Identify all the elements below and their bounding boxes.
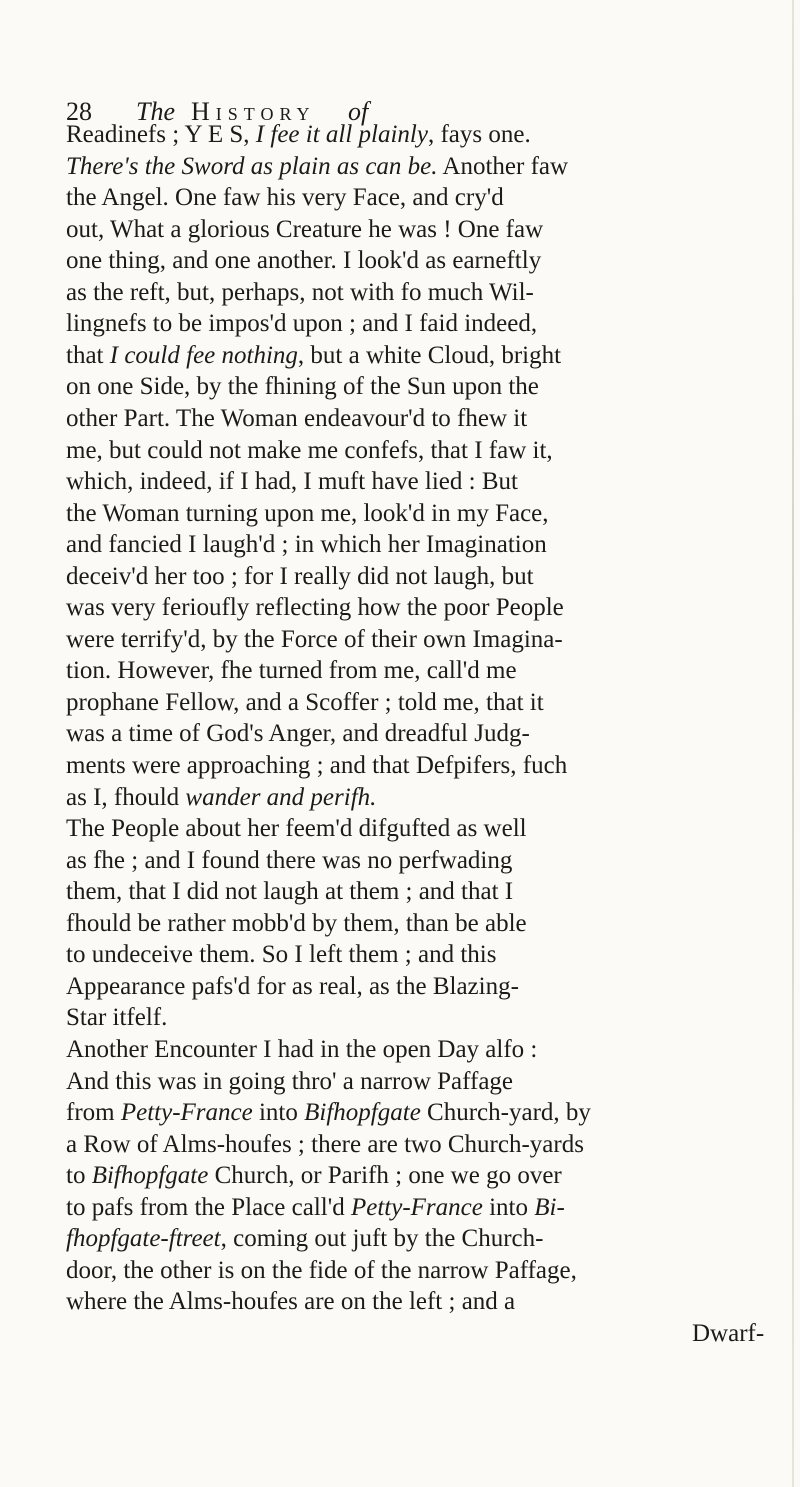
text-line	[692, 1315, 764, 1353]
text-run: to	[66, 1162, 92, 1190]
text-run: The People about her feem'd difgufted as well	[66, 815, 527, 843]
text-run: which, indeed, if I had, I muft have lied : But	[66, 468, 518, 496]
text-run: And this was in going thro' a narrow Paffage	[66, 1067, 514, 1095]
text-run: the Woman turning upon me, look'd in my Face,	[66, 499, 549, 527]
text-run: lingnefs to be impos'd upon ; and I faid indeed,	[66, 310, 538, 338]
text-run: Church, or Parifh ; one we go over	[208, 1162, 562, 1190]
text-run: from	[66, 1099, 121, 1127]
italic-run: wander and perifh.	[185, 783, 377, 811]
text-run: Star itfelf.	[66, 1004, 168, 1032]
italic-run: There's the Sword as plain as can be.	[66, 152, 438, 180]
running-title-the: The	[136, 97, 175, 126]
text-run: to pafs from the Place call'd	[66, 1193, 351, 1221]
text-run: Appearance pafs'd for as real, as the Blazing-	[66, 972, 519, 1000]
italic-run: fhopfgate-ftreet	[66, 1225, 221, 1253]
text-run: door, the other is on the fide of the narrow Paffage,	[66, 1256, 577, 1284]
italic-run: Petty-France	[120, 1099, 253, 1127]
text-run: , fays one.	[427, 121, 531, 148]
text-run: deceiv'd her too ; for I really did not laugh, but	[66, 562, 534, 590]
italic-run: Bi-	[534, 1193, 565, 1221]
italic-run: Bifhopfgate	[304, 1099, 421, 1127]
text-run: , but a white Cloud, bright	[297, 341, 562, 369]
text-run: as the reft, but, perhaps, not with fo much Wil-	[66, 278, 534, 306]
italic-run: Petty-France	[350, 1193, 483, 1221]
text-run: Another Encounter I had in the open Day alfo :	[66, 1035, 538, 1063]
text-run: them, that I did not laugh at them ; and that I	[66, 878, 514, 906]
text-line	[66, 1283, 515, 1321]
text-run: tion. However, fhe turned from me, call'd me	[66, 657, 517, 685]
page-number: 28	[66, 97, 92, 126]
italic-run: I fee it all plainly	[255, 121, 428, 148]
text-run: as I, fhould	[66, 783, 186, 811]
text-run: Dwarf-	[692, 1319, 765, 1347]
text-run: into	[252, 1099, 305, 1127]
text-run: prophane Fellow, and a Scoffer ; told me, that it	[66, 688, 544, 716]
italic-run: I could fee nothing	[109, 341, 298, 369]
italic-run: Bifhopfgate	[91, 1162, 209, 1190]
text-run: was a time of God's Anger, and dreadful Judg-	[66, 720, 530, 748]
text-run: as fhe ; and I found there was no perfwading	[66, 846, 513, 874]
text-run: , coming out juft by the Church-	[220, 1225, 544, 1253]
text-run: were terrify'd, by the Force of their own Imagina-	[66, 625, 563, 653]
text-run: on one Side, by the fhining of the Sun upon the	[66, 373, 539, 401]
text-run: a Row of Alms-houfes ; there are two Church-yards	[66, 1130, 584, 1158]
text-run: me, but could not make me confefs, that I faw it,	[66, 436, 553, 464]
running-title-history: History	[191, 97, 316, 126]
text-run: ments were approaching ; and that Defpifers, fuch	[66, 752, 568, 779]
text-run: one thing, and one another. I look'd as earneftly	[66, 247, 542, 275]
text-run: out, What a glorious Creature he was ! One faw	[66, 215, 544, 243]
text-run: Another faw	[437, 152, 569, 180]
running-title-of: of	[348, 97, 369, 126]
text-run: other Part. The Woman endeavour'd to fhew it	[66, 404, 528, 432]
text-run: Church-yard, by	[420, 1099, 591, 1127]
text-run: where the Alms-houfes are on the left ; and a	[66, 1288, 516, 1316]
text-run: fhould be rather mobb'd by them, than be able	[66, 909, 527, 937]
text-run: that	[66, 341, 110, 369]
text-run: and fancied I laugh'd ; in which her Imagination	[66, 531, 547, 559]
text-run: into	[482, 1193, 535, 1221]
text-run: Readinefs ; Y E S,	[66, 121, 256, 148]
text-run: to undeceive them. So I left them ; and this	[66, 941, 497, 969]
text-run: the Angel. One faw his very Face, and cry'd	[66, 184, 504, 212]
text-run: was very ferioufly reflecting how the poor People	[66, 594, 564, 622]
